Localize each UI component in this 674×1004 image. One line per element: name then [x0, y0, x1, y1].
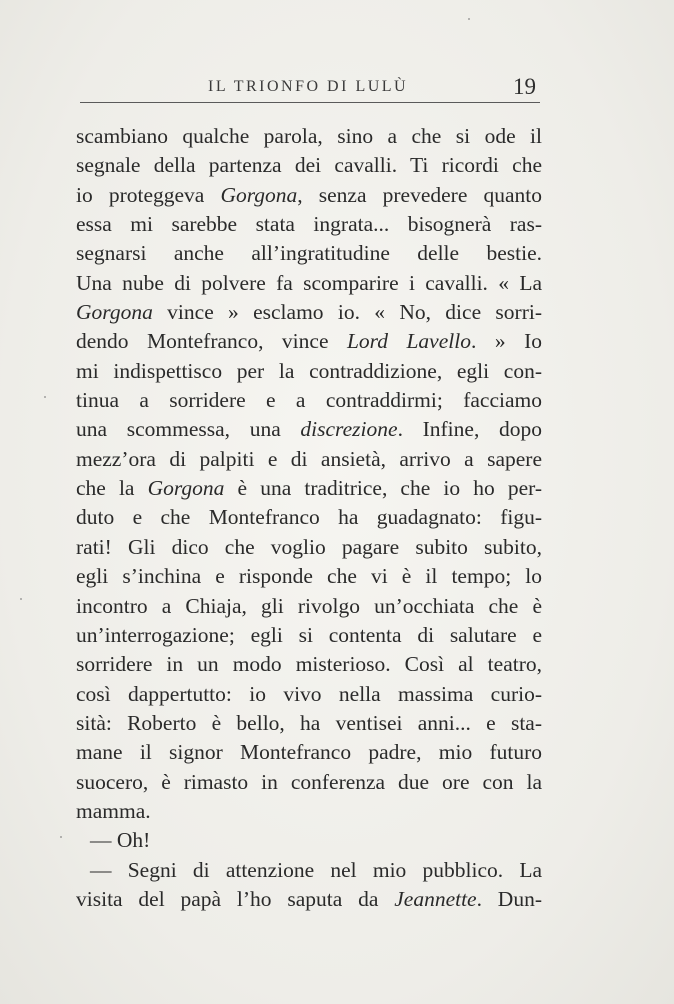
text-line [76, 826, 542, 855]
text-run: mamma. [76, 798, 151, 823]
text-run: scambiano qualche parola, sino a che si ode il [76, 124, 542, 148]
text-run: . Infine, dopo [397, 417, 542, 442]
running-head [80, 76, 540, 100]
text-line [76, 680, 542, 709]
text-run: Una nube di polvere fa scomparire i cavalli. « La [76, 270, 542, 295]
page-number: 19 [513, 74, 536, 99]
text-line [76, 856, 542, 885]
print-speck [60, 836, 62, 838]
text-line [76, 210, 542, 239]
text-run: una scommessa, una [76, 417, 301, 442]
text-line [76, 151, 542, 180]
body-text [76, 122, 542, 914]
text-run: — Segni di attenzione nel mio pubblico. La [90, 857, 542, 882]
text-run: — Oh! [90, 828, 151, 853]
text-line [76, 650, 542, 679]
text-run: vince » esclamo io. « No, dice sorri- [152, 300, 542, 325]
italic-text: discrezione [300, 417, 398, 442]
text-run: . Dun- [476, 886, 542, 911]
text-run: è una traditrice, che io ho per- [224, 476, 542, 501]
italic-text: Gorgona [76, 300, 153, 325]
text-run: , senza prevedere quanto [297, 182, 542, 207]
text-run: tinua a sorridere e a contraddirmi; facciamo [76, 388, 542, 413]
text-run: segnale della partenza dei cavalli. Ti ricordi che [76, 153, 542, 178]
italic-text: Gorgona [147, 476, 225, 501]
text-line [76, 533, 542, 562]
text-run: duto e che Montefranco ha guadagnato: figu- [76, 505, 542, 530]
text-run: incontro a Chiaja, gli rivolgo un’occhiata che è [76, 593, 542, 618]
text-run: rati! Gli dico che voglio pagare subito subito, [76, 534, 542, 559]
text-run: sità: Roberto è bello, ha ventisei anni... e sta- [76, 710, 542, 735]
text-line [76, 503, 542, 532]
text-line [76, 885, 542, 914]
text-line [76, 181, 542, 210]
text-line [76, 709, 542, 738]
print-speck [20, 598, 22, 600]
text-line [76, 474, 542, 503]
italic-text: Gorgona [220, 182, 298, 207]
text-run: io proteggeva [76, 182, 221, 207]
text-line [76, 621, 542, 650]
text-run: . » Io [470, 329, 542, 354]
text-line [76, 797, 542, 826]
text-line [76, 122, 542, 151]
text-run: mezz’ora di palpiti e di ansietà, arrivo a sapere [76, 446, 542, 471]
text-line [76, 445, 542, 474]
text-run: suocero, è rimasto in conferenza due ore con la [76, 769, 542, 794]
text-line [76, 386, 542, 415]
text-line [76, 415, 542, 444]
italic-text: Jeannette [394, 886, 477, 911]
header-rule [80, 102, 540, 103]
text-line [76, 239, 542, 268]
text-run: mi indispettisco per la contraddizione, egli con- [76, 358, 542, 383]
text-run: così dappertutto: io vivo nella massima curio- [76, 681, 542, 706]
text-line [76, 298, 542, 327]
text-run: visita del papà l’ho saputa da [76, 886, 395, 911]
text-line [76, 357, 542, 386]
text-run: segnarsi anche all’ingratitudine delle bestie. [76, 241, 542, 266]
print-speck [44, 396, 46, 398]
italic-text: Lord Lavello [346, 329, 471, 354]
text-line [76, 562, 542, 591]
text-line [76, 768, 542, 797]
text-line [76, 327, 542, 356]
text-run: essa mi sarebbe stata ingrata... bisognerà ras- [76, 212, 542, 237]
text-run: dendo Montefranco, vince [76, 329, 347, 354]
print-speck [468, 18, 470, 20]
text-run: che la [76, 476, 148, 501]
text-run: mane il signor Montefranco padre, mio futuro [76, 740, 542, 765]
text-line [76, 269, 542, 298]
text-run: sorridere in un modo misterioso. Così al teatro, [76, 652, 542, 677]
text-run: egli s’inchina e risponde che vi è il tempo; lo [76, 564, 542, 589]
running-title: IL TRIONFO DI LULÙ [208, 78, 409, 95]
text-line [76, 738, 542, 767]
text-line [76, 592, 542, 621]
text-run: un’interrogazione; egli si contenta di salutare e [76, 622, 542, 647]
